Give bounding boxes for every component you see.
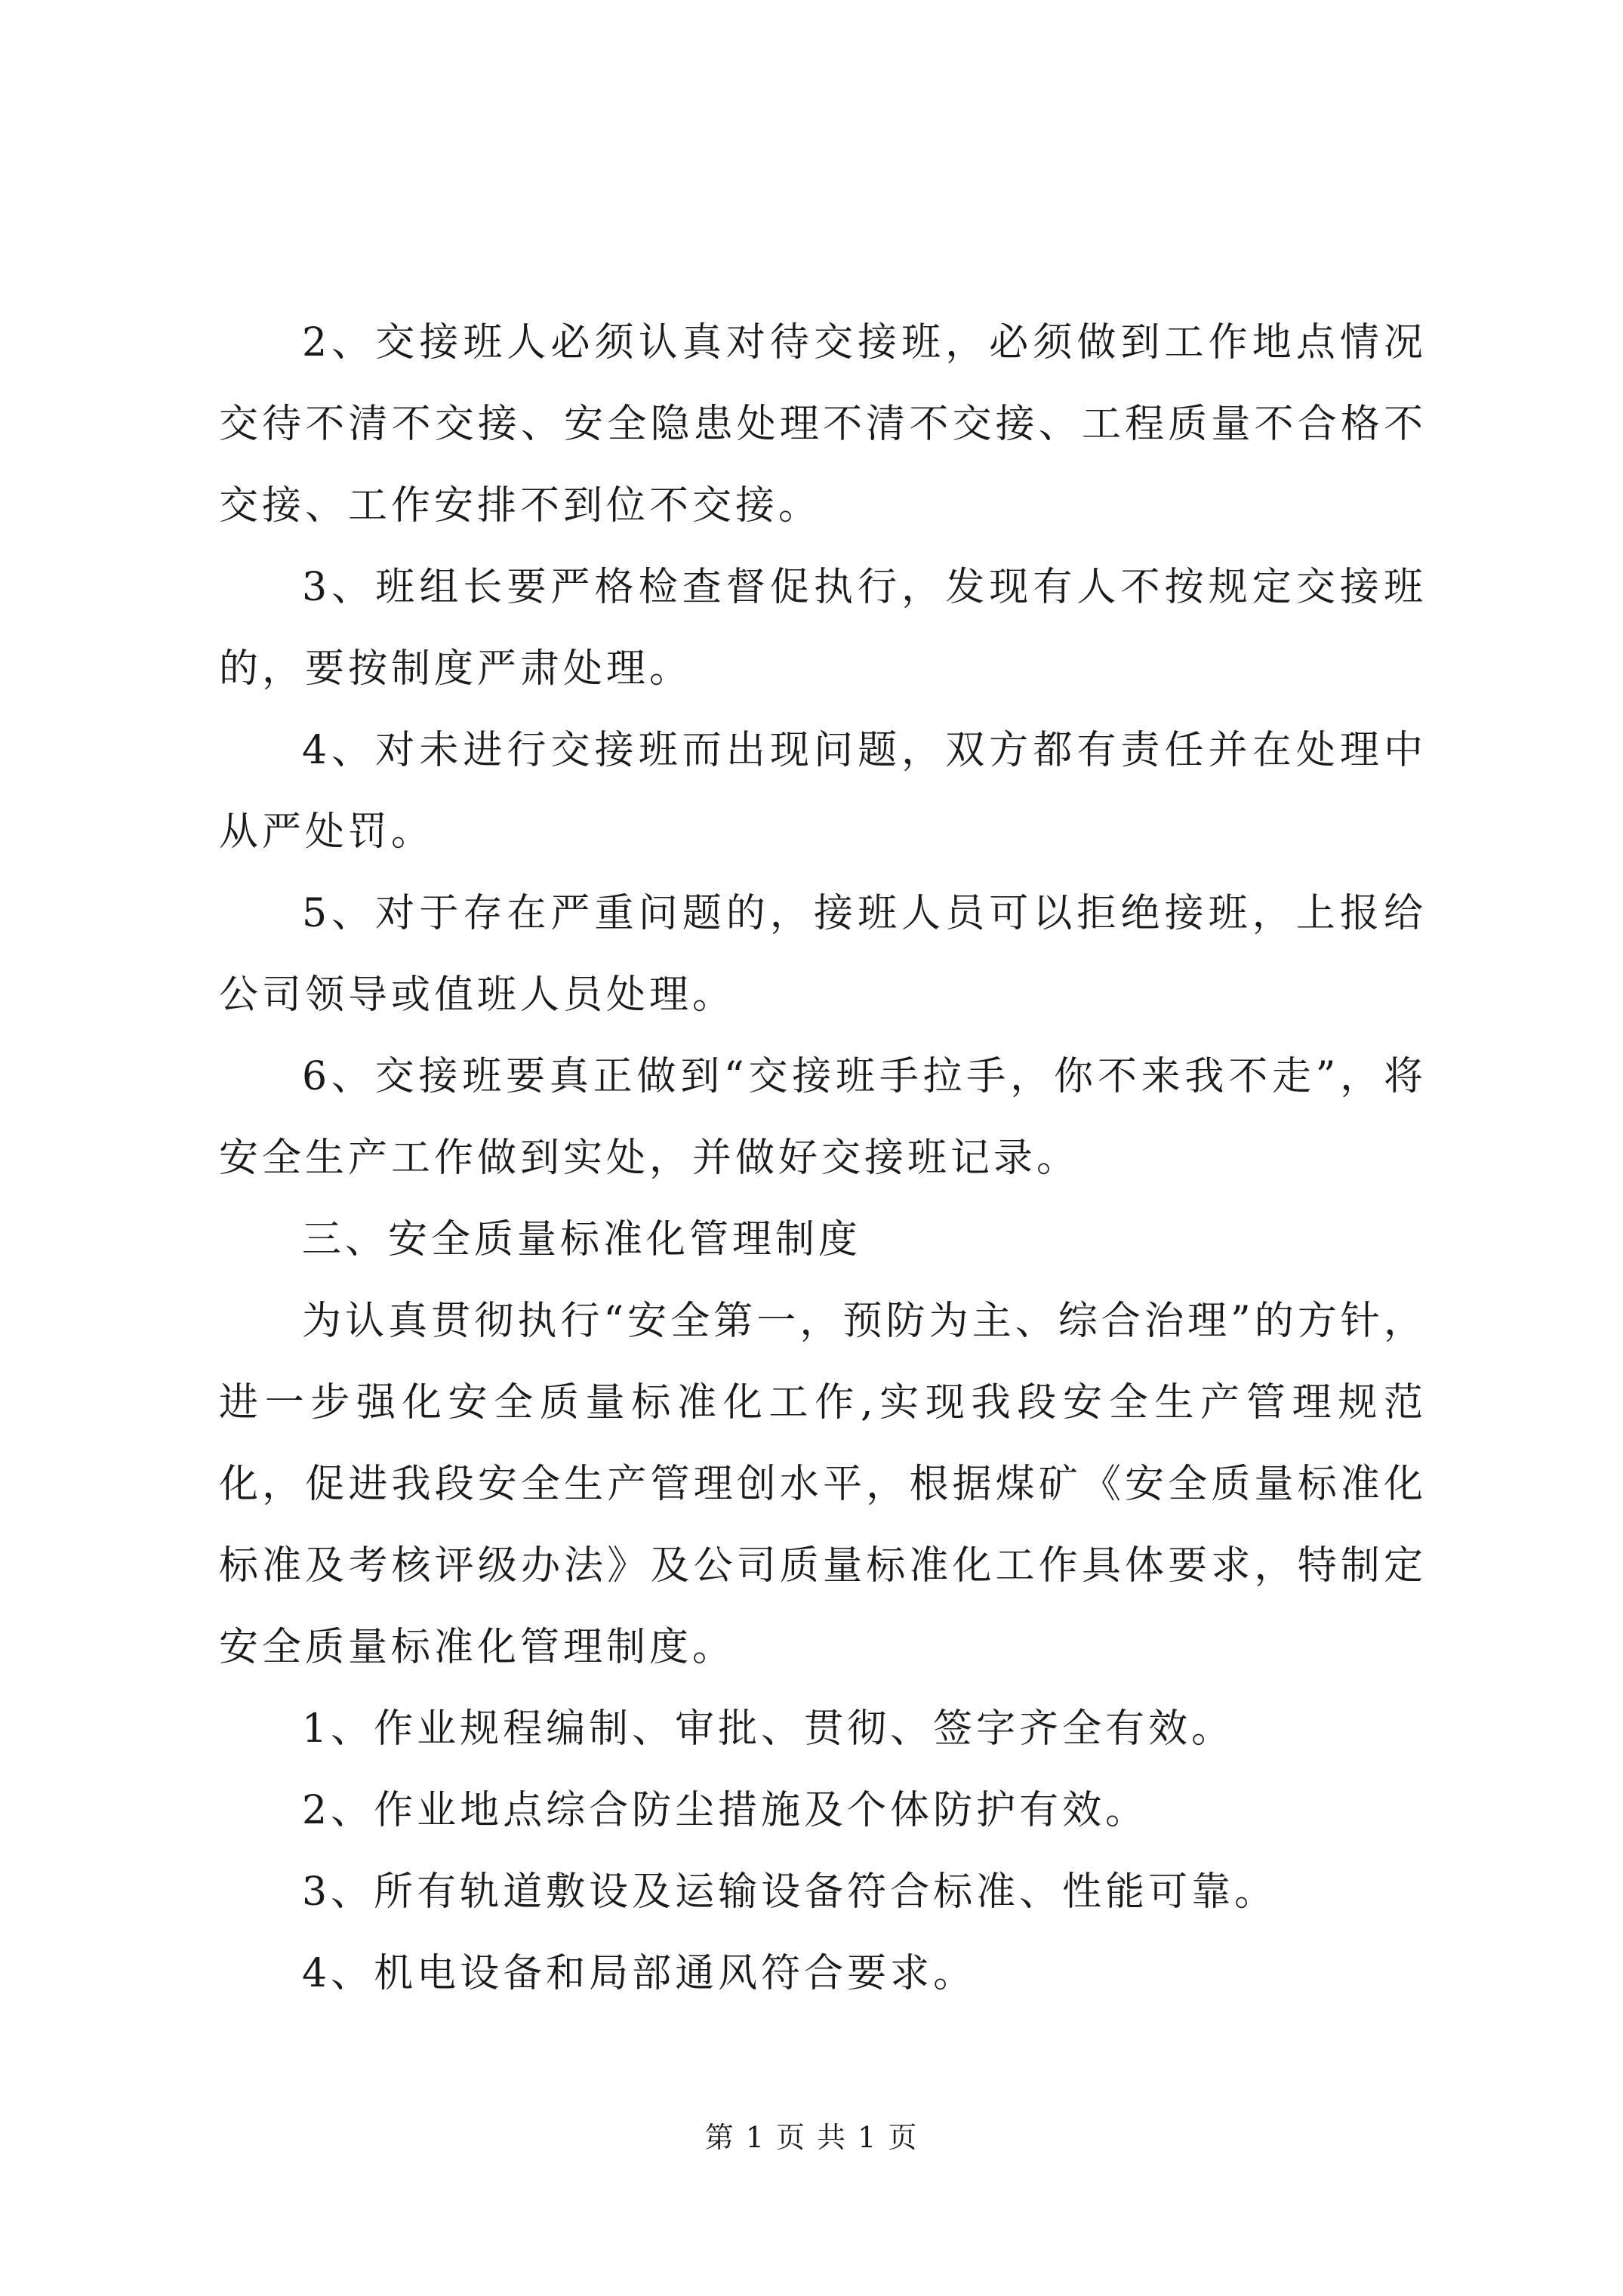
paragraph-item-6: 6、交接班要真正做到“交接班手拉手，你不来我不走”，将安全生产工作做到实处，并做好交接班记录。 — [219, 1054, 1427, 1181]
list-item: 2、作业地点综合防尘措施及个体防护有效。 — [302, 1788, 1149, 1833]
paragraph-item-2: 2、交接班人必须认真对待交接班，必须做到工作地点情况交待不清不交接、安全隐患处理不清不交接、工程质量不合格不交接、工作安排不到位不交接。 — [219, 320, 1427, 529]
list-item: 3、所有轨道敷设及运输设备符合标准、性能可靠。 — [302, 1869, 1278, 1915]
section-heading: 三、安全质量标准化管理制度 — [302, 1217, 862, 1262]
page-footer: 第 1 页 共 1 页 — [704, 2121, 919, 2154]
paragraph-item-4: 4、对未进行交接班而出现问题，双方都有责任并在处理中从严处罚。 — [219, 728, 1427, 855]
paragraph-item-5: 5、对于存在严重问题的，接班人员可以拒绝接班，上报给公司领导或值班人员处理。 — [219, 891, 1427, 1018]
list-item: 1、作业规程编制、审批、贯彻、签字齐全有效。 — [302, 1706, 1235, 1752]
paragraph-item-3: 3、班组长要严格检查督促执行，发现有人不按规定交接班的，要按制度严肃处理。 — [219, 565, 1427, 692]
intro-paragraph: 为认真贯彻执行“安全第一，预防为主、综合治理”的方针，进一步强化安全质量标准化工作,实现我段安全生产管理规范化，促进我段安全生产管理创水平，根据煤矿《安全质量标准化标准及考核评级办法》及公司质量标准化工作具体要求，特制定安全质量标准化管理制度。 — [219, 1299, 1427, 1670]
document-body — [219, 302, 1427, 2014]
list-item: 4、机电设备和局部通风符合要求。 — [302, 1951, 977, 1996]
